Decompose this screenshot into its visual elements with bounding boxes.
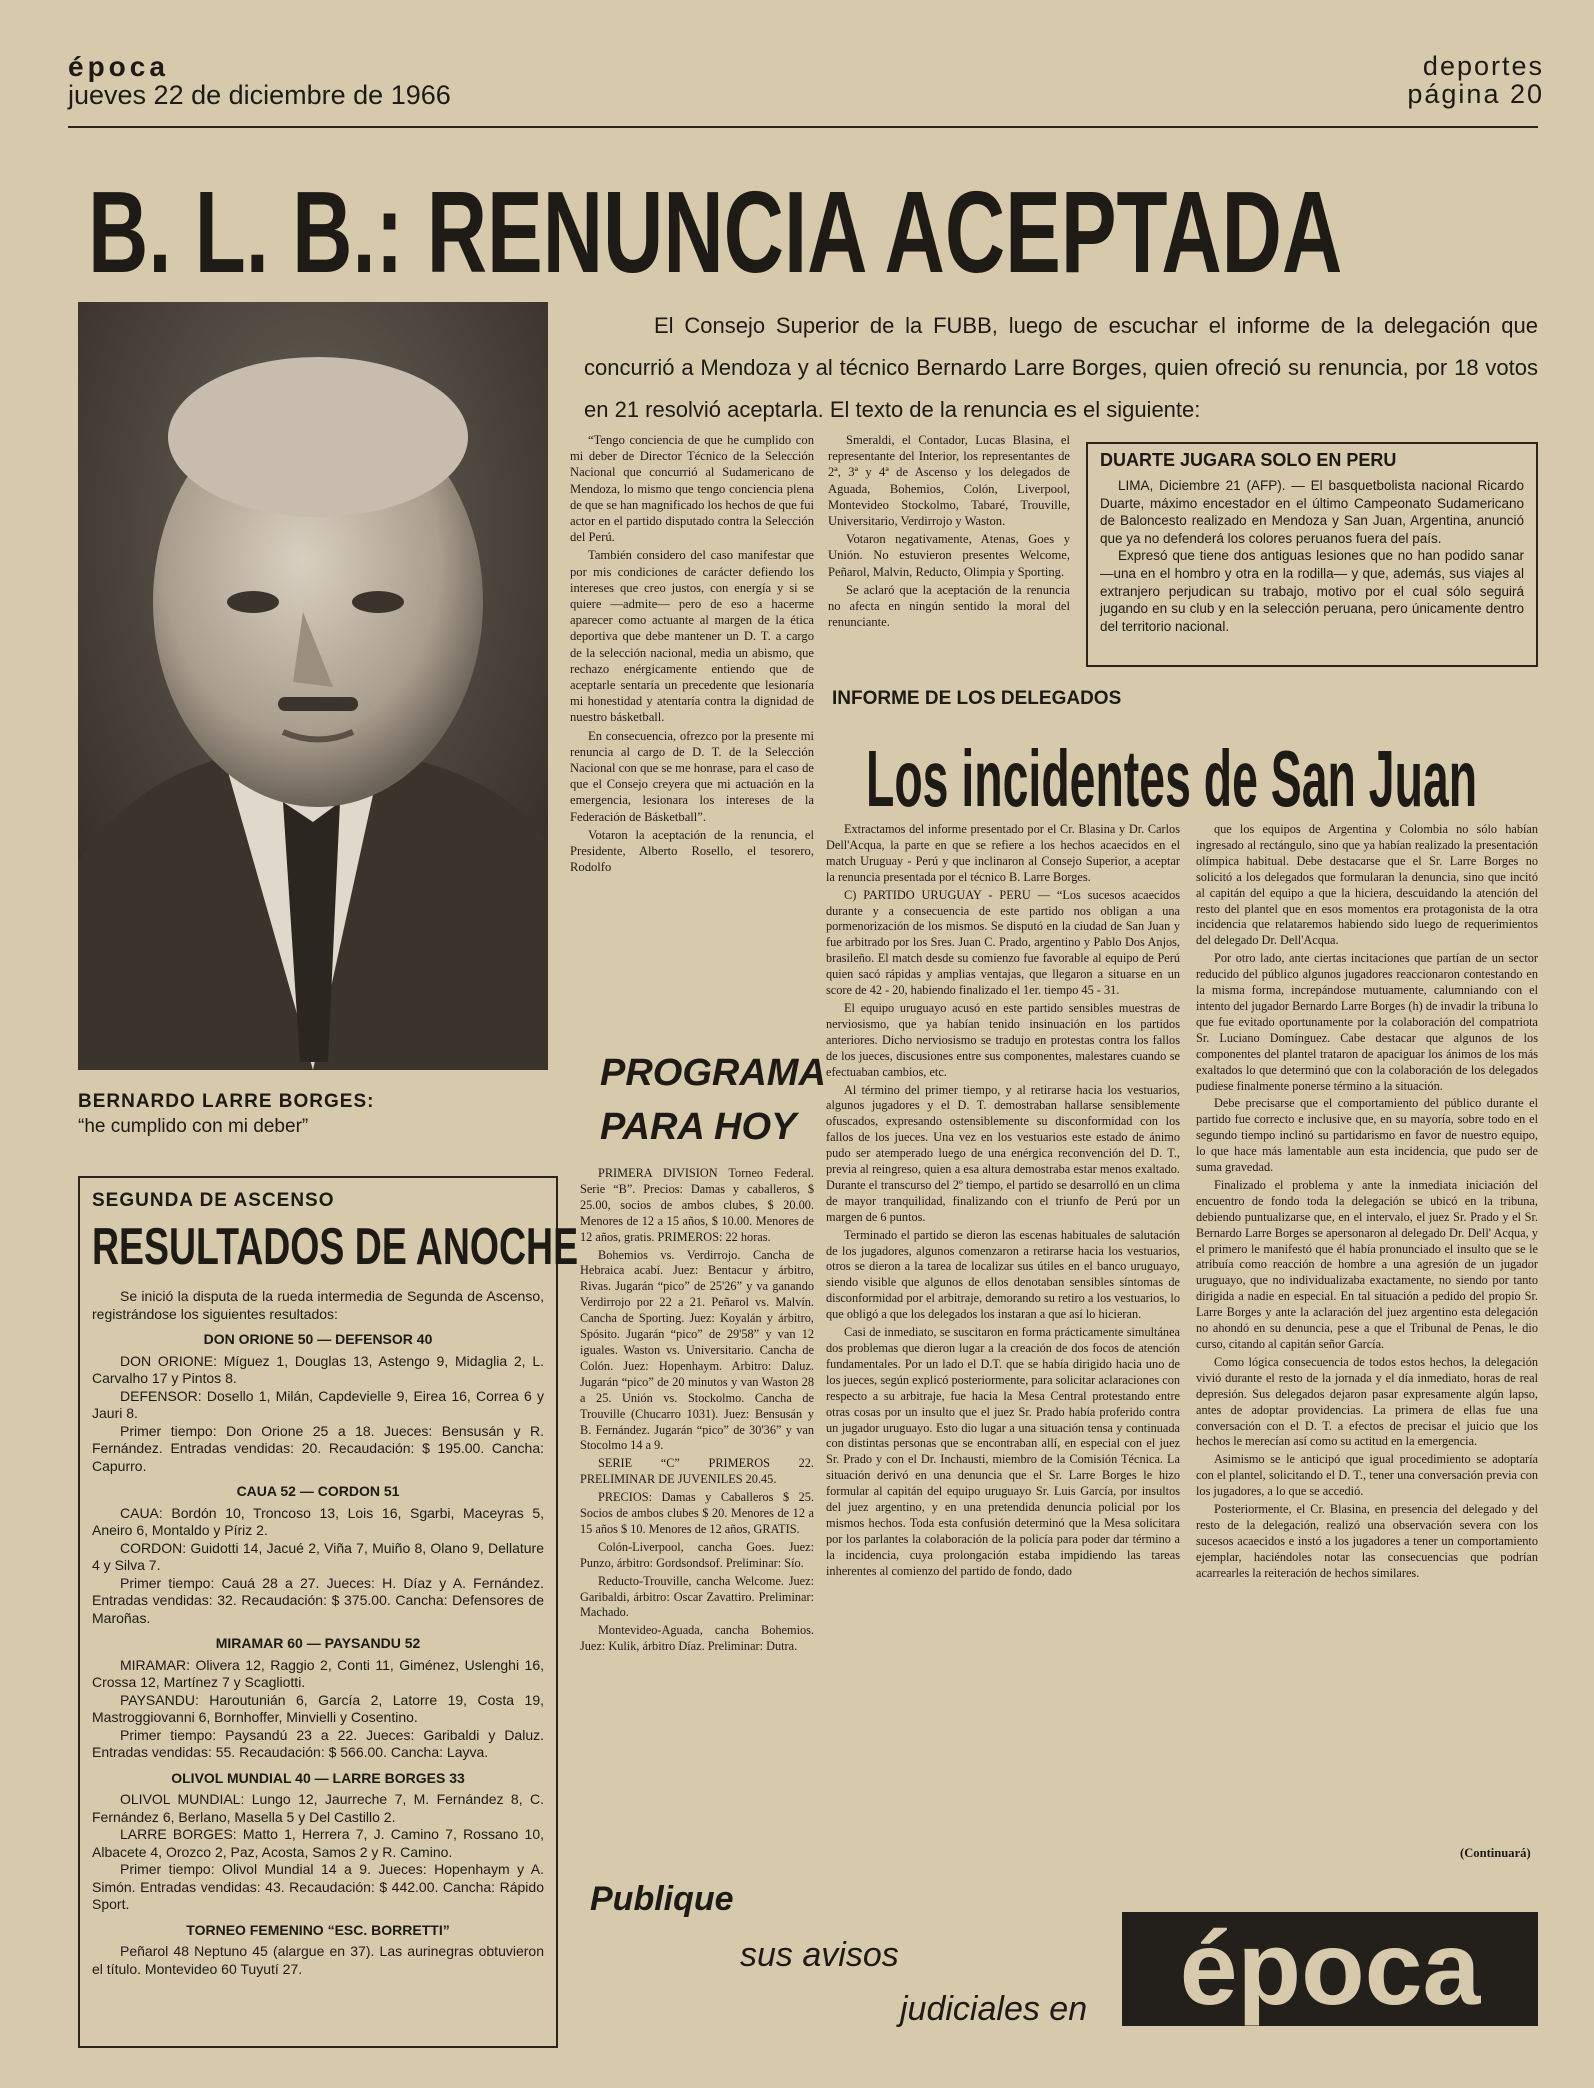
match-heading: TORNEO FEMENINO “ESC. BORRETTI” [186,1921,450,1938]
renuncia-column-2 [828,432,1070,682]
continued-note: (Continuará) [1460,1846,1531,1860]
informe-paragraph: Finalizado el problema y ante la inmediata iniciación del encuentro de fondo toda la delegación se ubicó en la tribuna, debiendo puntualizarse que, en el intervalo, el juez Sr. Prado y el Sr. Bernardo Larre Borges se apersonaron al delegado Dr. Dell' Acqua, y el primero le manifestó que él había pronunciado el insulto que se le atribuía como reacción de hombre a una agresión de un jugador uruguayo, que no individualizaba exactamente, no siendo por tanto dirigida a nadie en especial. En tal situación a pedido del propio Sr. Larre Borges y ante la aclaración del juez argentino esta delegación no ahondó en su denuncia, pese a que el Tribunal de Penas, le dio curso, citando al capitán señor García. [1196,1177,1538,1351]
duarte-paragraph: LIMA, Diciembre 21 (AFP). — El basquetbolista nacional Ricardo Duarte, máximo encestador en el último Campeonato Sudamericano de Baloncesto realizado en Mendoza y San Juan, Argentina, anunció que ya no defenderá los colores peruanos fuera del país. [1100,478,1524,546]
match-heading: DON ORIONE 50 — DEFENSOR 40 [203,1331,433,1347]
match-heading: CAUA 52 — CORDON 51 [236,1483,400,1499]
resultados-intro: Se inició la disputa de la rueda intermedia de Segunda de Ascenso, registrándose los siguientes resultados: [92,1288,544,1322]
caption-quote: “he cumplido con mi deber” [78,1115,309,1137]
programa-paragraph: Bohemios vs. Verdirrojo. Cancha de Hebraica acabí. Juez: Bentacur y árbitro, Rivas. Jugarán “pico” de 25'26” y va ganando Verdirrojo por 22 a 21. Peñarol vs. Malvín. Cancha de Sporting. Juez: Koyalán y árbitro, Spósito. Jugarán “pico” de 29'58” y van 12 iguales. Waston vs. Universitario. Cancha de Colón. Juez: Hopenhaym. Arbitro: Daluz. Jugarán “pico” de 20 minutos y van Waston 28 a 25. Unión vs. Stockolmo. Cancha de Trouville (Chucarro 1031). Juez: Bensusán y B. Fernández. Jugarán “pico” de 30'36” y van Stocolmo 14 a 9. [580,1247,814,1453]
issue-date: jueves 22 de diciembre de 1966 [68,80,451,111]
programa-paragraph: PRECIOS: Damas y Caballeros $ 25. Socios de ambos clubes $ 20. Menores de 12 a 15 años $ 10. Menores de 12 años, GRATIS. [580,1490,814,1536]
match-line: Primer tiempo: Olivol Mundial 14 a 9. Jueces: Hopenhaym y A. Simón. Entradas vendidas: 43. Recaudación: $ 442.00. Cancha: Rápido Sport. [92,1861,544,1912]
header-rule [68,126,1538,128]
match-heading: OLIVOL MUNDIAL 40 — LARRE BORGES 33 [171,1769,465,1786]
renuncia-paragraph: En consecuencia, ofrezco por la presente mi renuncia al cargo de D. T. de la Selección Nacional con que se me honrase, para el caso de que el Consejo creyera que mi actuación en la emergencia, lesionara los intereses de la Federación de Básketball”. [570,728,814,824]
section-header [1407,52,1544,109]
match-line: Primer tiempo: Don Orione 25 a 18. Jueces: Bensusán y R. Fernández. Entradas vendidas: 20. Recaudación: $ 195.00. Cancha: Capurro. [92,1422,544,1474]
renuncia-paragraph: Votaron negativamente, Atenas, Goes y Unión. No estuvieron presentes Welcome, Peñarol, Malvin, Reducto, Olimpia y Sporting. [828,532,1070,579]
match-line: DON ORIONE: Míguez 1, Douglas 13, Astengo 9, Midaglia 2, L. Carvalho 17 y Pintos 8. [92,1352,544,1386]
match-line: Primer tiempo: Paysandú 23 a 22. Jueces: Garibaldi y Daluz. Entradas vendidas: 55. Recaudación: $ 566.00. Cancha: Layva. [92,1726,544,1760]
ad-slogan [590,1880,1130,2050]
renuncia-paragraph: Smeraldi, el Contador, Lucas Blasina, el representante del Interior, los representantes de 2ª, 3ª y 4ª de Ascenso y los delegados de Aguada, Bohemios, Colón, Liverpool, Montevideo Stockolmo, Tabaré, Trouville, Universitario, Verdirrojo y Waston. [828,433,1070,529]
informe-paragraph: C) PARTIDO URUGUAY - PERU — “Los sucesos acaecidos durante y a consecuencia de este partido nos obligan a una pormenorización de los mismos. Se disputó en la ciudad de San Juan y fue arbitrado por los Sres. Juan C. Prado, argentino y Pablo Dos Anjos, brasileño. El match desde su comienzo fue favorable al equipo de Perú quien sacó rápidas y amplias ventajas, que llegaron a situarse en un score de 42 - 20, habiendo finalizado el 1er. tiempo 45 - 31. [826,887,1180,998]
informe-paragraph: Terminado el partido se dieron las escenas habituales de salutación de los jugadores, algunos comenzaron a retirarse hacia los vestuarios, otros se dieron a la tarea de localizar sus útiles en el banco uruguayo, siendo visible que algunos de ellos denotaban sensibles síntomas de disconformidad por el arbitraje, demorando su retiro a los vestuarios, lo que obligó a que los delegados los instaran a que así lo hicieran. [826,1227,1180,1322]
informe-kicker: INFORME DE LOS DELEGADOS [832,688,1122,709]
informe-paragraph: Debe precisarse que el comportamiento del público durante el partido fue correcto e inclusive que, en su mayoría, sobre todo en el segundo tiempo inclinó su partidarismo en favor de nuestro equipo, lo que hace más lamentable aun esta incidencia, que pudo ser de suma gravedad. [1196,1096,1538,1175]
informe-paragraph: Casi de inmediato, se suscitaron en forma prácticamente simultánea dos problemas que dieron lugar a la creación de dos focos de atención fundamentales. Por un lado el D.T. que se había dirigido hacia uno de los jueces, según explicó posteriormente, para solicitar aclaraciones con respecto a su arbitraje, fue hacia la Mesa Central protestando entre otras cosas por un insulto que el juez Sr. Prado había proferido contra un jugador uruguayo. Esto dio lugar a una situación tensa y continuada con distintas personas que se encontraban allí, en especial con el juez Sr. Prado y con el Dr. Inchausti, miembro de la Comisión Técnica. La situación derivó en una denuncia que el Sr. Larre Borges le hizo formular al capitán del equipo uruguayo Sr. Luis García, por insultos del juez argentino, y en una pretendida denuncia policial por los mismos hechos. Toda esta confusión determinó que la Mesa solicitara por los parlantes la colaboración de la policía para poder dar término a la incidencia, cuya prolongación estaba impidiendo las tareas inherentes al comienzo del partido de fondo, dado [826,1325,1180,1578]
lead-paragraph: El Consejo Superior de la FUBB, luego de escuchar el informe de la delegación que concurrió a Mendoza y al técnico Bernardo Larre Borges, quien ofreció su renuncia, por 18 votos en 21 resolvió aceptarla. El texto de la renuncia es el siguiente: [584,313,1538,422]
programa-title-line1: PROGRAMA [600,1052,826,1094]
resultados-box [78,1176,579,2048]
match-line: OLIVOL MUNDIAL: Lungo 12, Jaurreche 7, M. Fernández 8, C. Fernández 6, Berlano, Masella 5 y Del Castillo 2. [92,1791,544,1825]
match-line: LARRE BORGES: Matto 1, Herrera 7, J. Camino 7, Rossano 10, Albacete 4, Orozco 2, Paz, Acosta, Samos 2 y R. Camino. [92,1826,544,1860]
programa-paragraph: SERIE “C” PRIMEROS 22. PRELIMINAR DE JUVENILES 20.45. [580,1456,814,1487]
resultados-text [92,1288,544,1978]
informe-column-2 [1196,822,1538,1842]
informe-paragraph: Posteriormente, el Cr. Blasina, en presencia del delegado y del resto de la delegación, realizó una observación severa con los sucesos acaecidos e instó a los jugadores a tener un comportamiento ejemplar, haciéndoles notar las consecuencias que podrían acarrearles la reiteración de hechos similares. [1196,1502,1538,1580]
resultados-kicker: SEGUNDA DE ASCENSO [92,1190,335,1211]
match-heading: MIRAMAR 60 — PAYSANDU 52 [215,1635,421,1651]
masthead [68,52,451,110]
portrait-silhouette [78,302,548,1070]
programa-column [580,1166,814,1866]
match-line: DEFENSOR: Dosello 1, Milán, Capdevielle 9, Eirea 16, Correa 6 y Jauri 8. [92,1387,544,1421]
match-line: CAUA: Bordón 10, Troncoso 13, Lois 16, Sgarbi, Maceyras 5, Aneiro 6, Montaldo y Píriz 2. [92,1504,544,1538]
ad-line-2: sus avisos [740,1936,899,1974]
informe-paragraph: Asimismo se le anticipó que igual procedimiento se adoptaría con el plantel, solicitando el D. T., tener una conversación previa con los jugadores, a lo que se accedió. [1196,1452,1538,1499]
renuncia-column-1 [570,432,814,1032]
duarte-box [1086,442,1538,667]
renuncia-paragraph: También considero del caso manifestar que por mis condiciones de carácter defiendo los intereses que creo justos, con energía y si se quiere —admite— pero de eso a hacerme aparecer como actuante al margen de la ética deportiva que debe mantener un D. T. a cargo de la selección nacional, media un abismo, que rechazo enérgicamente entiendo que de aceptarle sentaría un precedente que lesionaría mi honestidad y atentaría contra la dignidad de nuestro básketball. [570,548,814,725]
caption-name: BERNARDO LARRE BORGES: [78,1091,375,1112]
informe-paragraph: Extractamos del informe presentado por el Cr. Blasina y Dr. Carlos Dell'Acqua, la parte en que se refiere a los hechos acaecidos en el match Uruguay - Perú y que inclinaron al Consejo Superior, a aceptar la renuncia presentada por el técnico B. Larre Borges. [826,822,1180,884]
ad-line-3: judiciales en [900,1990,1088,2028]
newspaper-brand: época [68,51,169,82]
duarte-paragraph: Expresó que tiene dos antiguas lesiones que no han podido sanar —una en el hombro y otra en la rodilla— y que, además, sus viajes al extranjero perjudican su trabajo, motivo por el cual sólo seguirá jugando en su club y en la selección peruana, pero únicamente dentro del territorio nacional. [1100,548,1524,634]
programa-title-line2: PARA HOY [600,1106,797,1148]
page-number: página 20 [1407,79,1544,110]
informe-paragraph: El equipo uruguayo acusó en este partido sensibles muestras de nerviosismo, que ya habían tenido insinuación en los partidos anteriores. Dicho nerviosismo se tradujo en protestas contra los fallos de los jueces, discusiones entre sus componentes, malestares cuando se efectuaban cambios, etc. [826,1000,1180,1079]
renuncia-paragraph: Se aclaró que la aceptación de la renuncia no afecta en ningún sentido la moral del renunciante. [828,582,1070,630]
epoca-logo: época [1122,1912,1538,2026]
programa-paragraph: Montevideo-Aguada, cancha Bohemios. Juez: Kulik, árbitro Díaz. Preliminar: Dutra. [580,1623,814,1654]
informe-paragraph: Por otro lado, ante ciertas incitaciones que partían de un sector reducido del público algunos jugadores reaccionaron contestando en la misma forma, increpándose mutuamente, calumniando con el intento del jugador Bernardo Larre Borges (h) de invadir la tribuna lo que fue evitado oportunamente por la colaboración del compatriota Sr. Luciano Domínguez. Cabe destacar que algunos de los componentes del plantel trataron de apaciguar los ánimos de los más exaltados lo que determinó que con la colaboración de los delegados pudiese finalmente ponerse término a la situación. [1196,951,1538,1093]
resultados-headline: RESULTADOS DE ANOCHE [92,1218,579,1276]
duarte-text [1100,477,1524,635]
informe-paragraph: que los equipos de Argentina y Colombia no sólo habían ingresado al rectángulo, sino que ya habían realizado la presentación olímpica habitual. Debe destacarse que el Sr. Larre Borges no solicitó a los delegados que formularan la denuncia, sino que incitó al capitán del equipo a que la hiciera, descuidando la atención del resto del plantel que en esos momentos era protagonista de la otra incidencia que relataremos habiendo sido luego de requerimientos del delegado Dr. Dell'Acqua. [1196,822,1538,948]
informe-headline: Los incidentes de San Juan [866,734,1478,823]
renuncia-paragraph: “Tengo conciencia de que he cumplido con mi deber de Director Técnico de la Selección Nacional que concurrió al Sudamericano de Mendoza, lo mismo que tengo conciencia plena de que se han magnificado los hechos de que fui actor en el partido disputado contra la Selección del Perú. [570,433,814,545]
match-line: Primer tiempo: Cauá 28 a 27. Jueces: H. Díaz y A. Fernández. Entradas vendidas: 32. Recaudación: $ 375.00. Cancha: Defensores de Maroñas. [92,1574,544,1626]
match-line: CORDON: Guidotti 14, Jacué 2, Viña 7, Muiño 8, Olano 9, Dellature 4 y Silva 7. [92,1539,544,1573]
informe-paragraph: Al término del primer tiempo, y al retirarse hacia los vestuarios, algunos jugadores y el D. T. demostraban hallarse sensiblemente ofuscados, expresando ostensiblemente su disconformidad con los fallos de los jueces. Una vez en los vestuarios este estado de ánimo pudo ser atemperado luego de una enérgica reconvención del D. T., previa al reingreso, quien a esa altura demostraba estar menos exaltado. Durante el transcurso del 2º tiempo, el partido se desarrolló en un clima de mayor tranquilidad, finalizando con el triunfo de Perú por un margen de 6 puntos. [826,1082,1180,1224]
programa-paragraph: Reducto-Trouville, cancha Welcome. Juez: Garibaldi, árbitro: Oscar Zavattiro. Preliminar: Machado. [580,1573,814,1620]
match-line: MIRAMAR: Olivera 12, Raggio 2, Conti 11, Giménez, Uslenghi 16, Crossa 12, Martínez 7 y Scagliotti. [92,1656,544,1690]
duarte-headline: DUARTE JUGARA SOLO EN PERU [1100,450,1397,470]
ad-line-1: Publique [590,1880,734,1918]
programa-headline [600,1046,826,1154]
main-headline: B. L. B.: RENUNCIA ACEPTADA [88,167,1343,297]
programa-paragraph: Colón-Liverpool, cancha Goes. Juez: Punzo, árbitro: Gordsondsof. Preliminar: Sío. [580,1539,814,1570]
informe-paragraph: Como lógica consecuencia de todos estos hechos, la delegación vivió durante el resto de la jornada y el día inmediato, horas de real depresión. Sus delegados dejaron pasar expresamente algún lapso, antes de adoptar providencias. La primera de ellas fue una conversación con el D. T. a efectos de precisar el juicio que los hechos le merecían así como su actitud en la emergencia. [1196,1354,1538,1449]
match-line: Peñarol 48 Neptuno 45 (alargue en 37). Las aurinegras obtuvieron el título. Montevideo 60 Tuyutí 27. [92,1943,544,1977]
informe-column-1 [826,822,1180,1862]
renuncia-paragraph: Votaron la aceptación de la renuncia, el Presidente, Alberto Rosello, el tesorero, Rodolfo [570,827,814,875]
photo-caption [78,1090,548,1139]
portrait-photo [78,302,548,1070]
section-name: deportes [1422,51,1544,81]
match-line: PAYSANDU: Haroutunián 6, García 2, Latorre 19, Costa 19, Mastroggiovanni 6, Bornhoffer, Minvielli y Cosentino. [92,1691,544,1725]
programa-paragraph: PRIMERA DIVISION Torneo Federal. Serie “B”. Precios: Damas y caballeros, $ 25.00, socios de ambos clubes, $ 20.00. Menores de 12 a 15 años, $ 10.00. Menores de 12 años, gratis. PRIMEROS: 22 horas. [580,1166,814,1244]
